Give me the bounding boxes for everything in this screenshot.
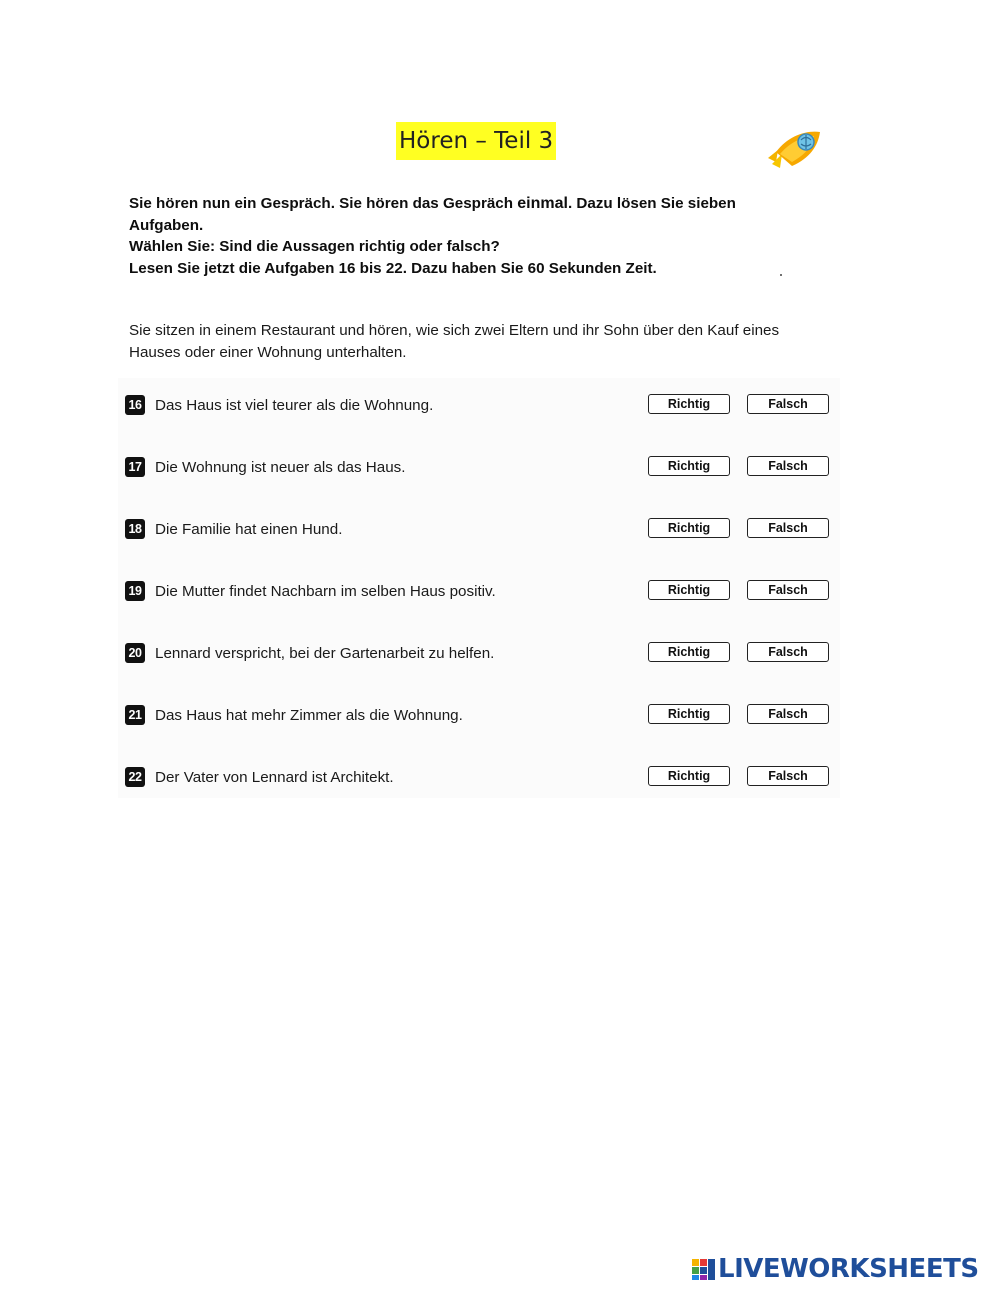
richtig-button[interactable]: Richtig <box>648 394 730 414</box>
task-row <box>125 641 837 665</box>
liveworksheets-logo-icon <box>692 1257 716 1281</box>
rocket-brain-icon <box>764 122 828 170</box>
task-statement: Die Wohnung ist neuer als das Haus. <box>155 458 406 476</box>
task-row <box>125 765 837 789</box>
task-number: 22 <box>125 767 145 787</box>
richtig-button[interactable]: Richtig <box>648 766 730 786</box>
task-number: 17 <box>125 457 145 477</box>
task-statement: Die Mutter findet Nachbarn im selben Haus positiv. <box>155 582 496 600</box>
page-title: Hören – Teil 3 <box>396 122 556 160</box>
falsch-button[interactable]: Falsch <box>747 394 829 414</box>
falsch-button[interactable]: Falsch <box>747 766 829 786</box>
task-number: 21 <box>125 705 145 725</box>
instruction-line-2: Wählen Sie: Sind die Aussagen richtig oder falsch? <box>129 238 500 255</box>
task-statement: Das Haus ist viel teurer als die Wohnung. <box>155 396 434 414</box>
instructions <box>129 193 809 279</box>
task-row <box>125 393 837 417</box>
falsch-button[interactable]: Falsch <box>747 642 829 662</box>
brand-name: LIVEWORKSHEETS <box>718 1254 979 1284</box>
task-number: 19 <box>125 581 145 601</box>
richtig-button[interactable]: Richtig <box>648 456 730 476</box>
stray-dot <box>780 274 782 276</box>
falsch-button[interactable]: Falsch <box>747 518 829 538</box>
instruction-line-1: Sie hören nun ein Gespräch. Sie hören das Gespräch einmal. Dazu lösen Sie sieben Aufgaben. <box>129 195 736 234</box>
task-row <box>125 517 837 541</box>
task-statement: Der Vater von Lennard ist Architekt. <box>155 768 394 786</box>
liveworksheets-brand <box>692 1253 979 1285</box>
richtig-button[interactable]: Richtig <box>648 704 730 724</box>
task-statement: Das Haus hat mehr Zimmer als die Wohnung. <box>155 706 463 724</box>
task-row <box>125 455 837 479</box>
falsch-button[interactable]: Falsch <box>747 580 829 600</box>
task-statement: Die Familie hat einen Hund. <box>155 520 343 538</box>
richtig-button[interactable]: Richtig <box>648 518 730 538</box>
intro-text: Sie sitzen in einem Restaurant und hören, wie sich zwei Eltern und ihr Sohn über den Kauf eines Hauses oder einer Wohnung unterhalten. <box>129 322 780 361</box>
falsch-button[interactable]: Falsch <box>747 456 829 476</box>
task-number: 18 <box>125 519 145 539</box>
instruction-line-3: Lesen Sie jetzt die Aufgaben 16 bis 22. Dazu haben Sie 60 Sekunden Zeit. <box>129 259 657 277</box>
task-number: 16 <box>125 395 145 415</box>
richtig-button[interactable]: Richtig <box>648 642 730 662</box>
task-number: 20 <box>125 643 145 663</box>
richtig-button[interactable]: Richtig <box>648 580 730 600</box>
task-statement: Lennard verspricht, bei der Gartenarbeit zu helfen. <box>155 644 495 662</box>
task-list <box>118 378 840 798</box>
falsch-button[interactable]: Falsch <box>747 704 829 724</box>
task-row <box>125 703 837 727</box>
task-row <box>125 579 837 603</box>
